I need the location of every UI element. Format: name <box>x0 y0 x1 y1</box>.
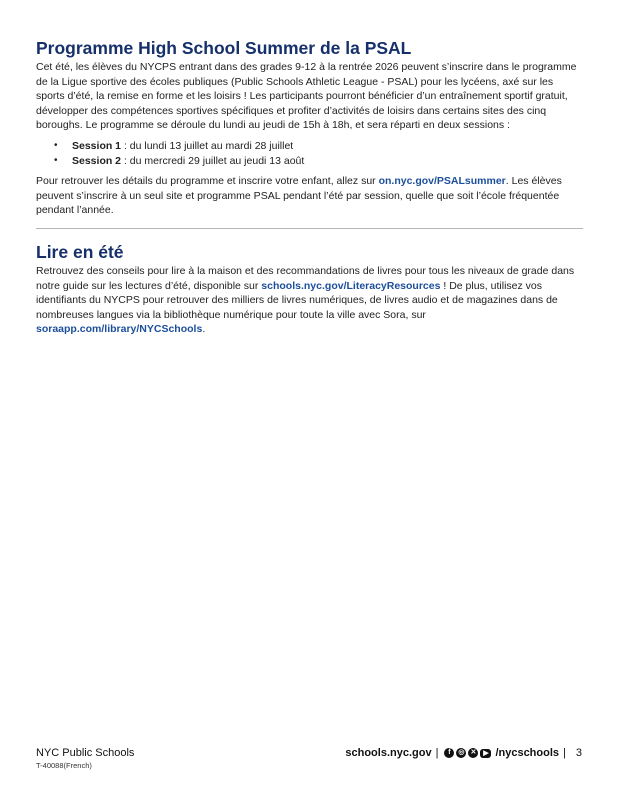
footer-separator: | <box>435 747 439 759</box>
social-icons <box>444 748 491 758</box>
psal-details-text-end: . Les élèves peuvent s’inscrire à un seul site et programme PSAL pendant l’été par session, quelle que soit l’école fréquentée pendant l’année. <box>36 175 562 217</box>
page-number: 3 <box>575 747 582 759</box>
psal-intro-text: Cet été, les élèves du NYCPS entrant dans des grades 9-12 à la rentrée 2026 peuvent s’inscrire dans le programme de la Ligue sportive des écoles publiques (Public Schools Athletic League - PSAL) pour les lycéens, axé sur les sports d’été, la remise en forme et les loisirs ! Les participants pourront bénéficier d’un entraînement sportif gratuit, développer des compétences sportives spécifiques et profiter d’activités de loisirs dans certains sites des cinq boroughs. Le programme se déroule du lundi au jeudi de 15h à 18h, et sera réparti en deux sessions : <box>36 61 577 132</box>
instagram-icon[interactable]: ◎ <box>458 749 465 756</box>
footer-right <box>345 746 582 760</box>
document-code: T-40088(French) <box>36 761 92 770</box>
session-item-2 <box>72 154 584 169</box>
facebook-icon[interactable]: f <box>444 748 454 758</box>
psal-details <box>36 174 584 218</box>
reading-section <box>36 241 584 337</box>
session-list <box>36 139 584 168</box>
psal-section <box>36 37 584 218</box>
psal-intro <box>36 60 584 133</box>
session-label: Session 1 <box>72 139 122 152</box>
psal-details-text: Pour retrouver les détails du programme et inscrire votre enfant, allez sur <box>36 175 379 188</box>
reading-text-3: . <box>202 323 206 336</box>
sora-library-link[interactable]: soraapp.com/library/NYCSchools <box>36 323 203 336</box>
session-item-1 <box>72 139 584 154</box>
page-footer <box>36 746 582 776</box>
session-dates: : du mercredi 29 juillet au jeudi 13 août <box>121 154 305 167</box>
section-divider <box>36 228 583 229</box>
session-dates: : du lundi 13 juillet au mardi 28 juillet <box>121 139 294 152</box>
footer-org-name: NYC Public Schools <box>36 747 135 759</box>
footer-website-link[interactable]: schools.nyc.gov <box>345 747 432 759</box>
psal-summer-link[interactable]: on.nyc.gov/PSALsummer <box>378 175 506 188</box>
reading-text-1: Retrouvez des conseils pour lire à la maison et des recommandations de livres pour tous les niveaux de grade dans notre guide sur les lectures d’été, disponible sur <box>36 265 575 292</box>
reading-text-2: ! De plus, utilisez vos identifiants du NYCPS pour retrouver des milliers de livres numériques, de livres audio et de magazines dans de nombreuses langues via la bibliothèque numérique pour toute la ville avec Sora, sur <box>36 279 558 321</box>
reading-heading: Lire en été <box>36 242 124 262</box>
reading-body <box>36 264 584 337</box>
psal-heading: Programme High School Summer de la PSAL <box>36 38 412 58</box>
footer-social-handle: /nycschools <box>495 747 560 759</box>
literacy-resources-link[interactable]: schools.nyc.gov/LiteracyResources <box>261 279 441 292</box>
session-label: Session 2 <box>72 154 122 167</box>
youtube-icon[interactable]: ▶ <box>480 749 491 758</box>
footer-separator: | <box>563 747 566 759</box>
x-icon[interactable]: ✕ <box>468 748 478 758</box>
